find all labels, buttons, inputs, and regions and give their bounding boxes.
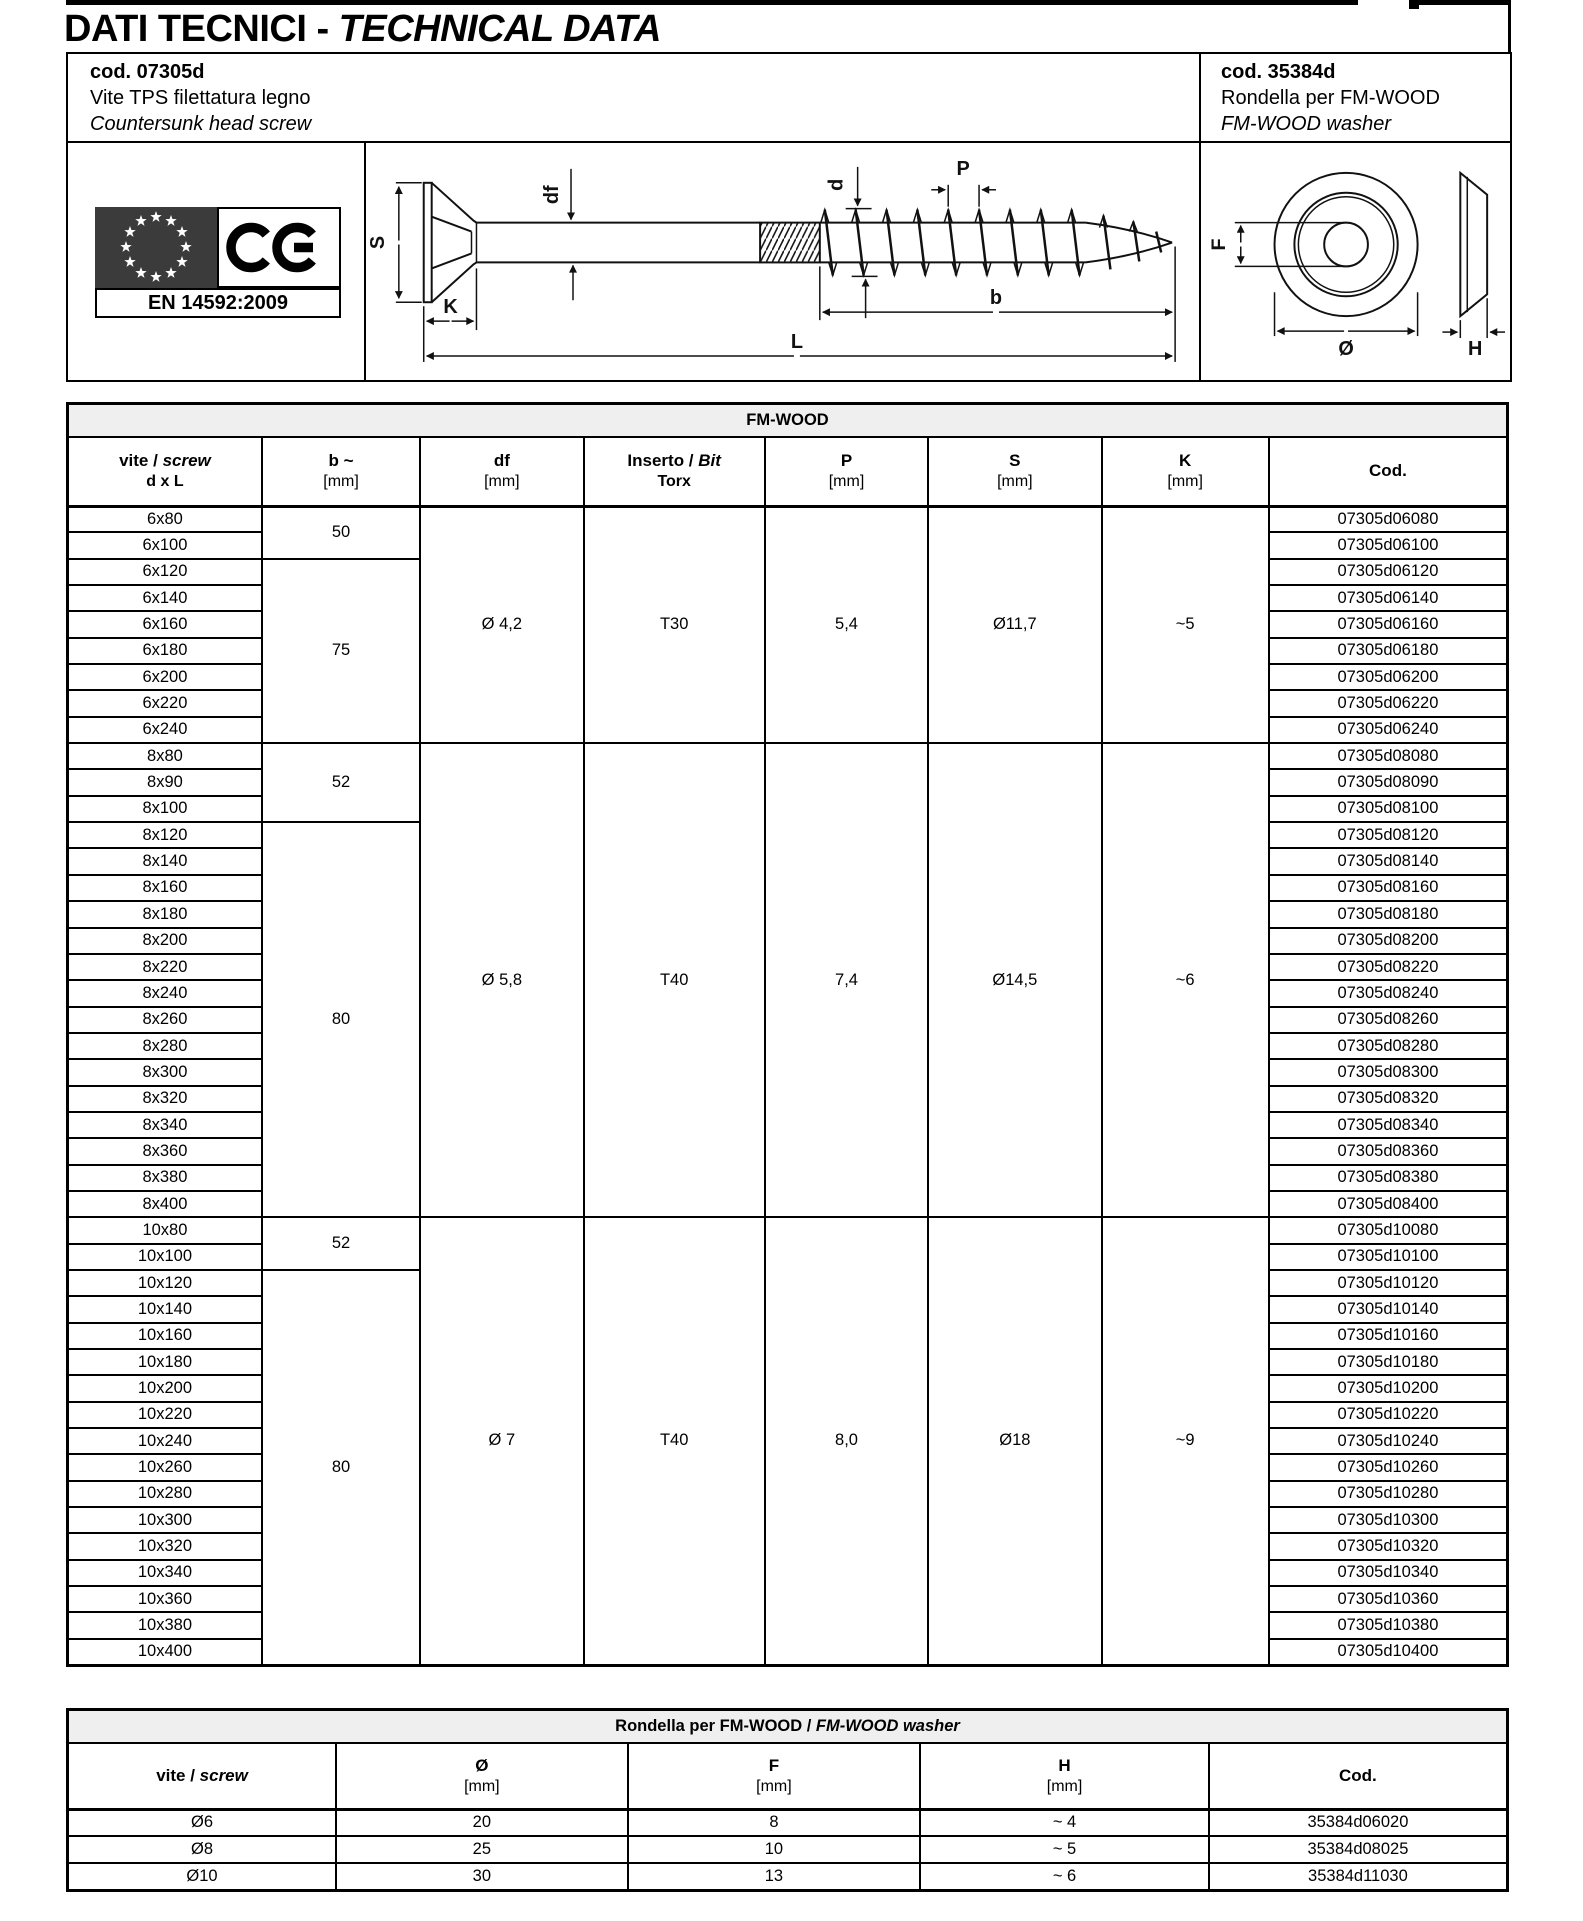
cod-cell: 07305d08200 — [1269, 928, 1508, 954]
s-value-cell: Ø11,7 — [928, 506, 1101, 743]
washer-name-it: Rondella per FM-WOOD — [1221, 87, 1440, 109]
dim-label-dia: Ø — [1338, 337, 1354, 360]
screw-size-cell: 6x160 — [68, 611, 262, 637]
screw-drawing-cell — [364, 143, 1199, 381]
screw-size-cell: 10x120 — [68, 1270, 262, 1296]
screw-size-cell: 10x160 — [68, 1323, 262, 1349]
dim-label-K: K — [443, 296, 458, 319]
b-value-cell: 52 — [262, 743, 420, 822]
dim-label-df: df — [541, 185, 564, 205]
top-edge-bar-right — [1419, 0, 1510, 5]
top-edge-bar-notch — [1409, 0, 1419, 9]
dim-label-S: S — [366, 235, 389, 250]
eu-stars-flag-icon — [95, 207, 217, 288]
cod-cell: 07305d08240 — [1269, 980, 1508, 1006]
header-diagram-box — [66, 52, 1512, 382]
washer-col-header-4: Cod. — [1209, 1743, 1508, 1809]
screw-size-cell: 8x280 — [68, 1033, 262, 1059]
p-value-cell: 7,4 — [765, 743, 928, 1217]
cod-cell: 07305d06160 — [1269, 611, 1508, 637]
cod-cell: 07305d06220 — [1269, 690, 1508, 716]
screw-row — [68, 743, 1508, 769]
cod-cell: 07305d06240 — [1269, 717, 1508, 743]
screw-col-header-2: df [mm] — [420, 437, 583, 506]
cod-cell: 07305d06180 — [1269, 638, 1508, 664]
washer-row — [68, 1809, 1508, 1836]
screw-size-cell: 10x280 — [68, 1481, 262, 1507]
screw-size-cell: 6x220 — [68, 690, 262, 716]
screw-header-cell — [68, 54, 1199, 143]
cod-cell: 07305d08120 — [1269, 822, 1508, 848]
washer-col-header-0: vite / screw — [68, 1743, 337, 1809]
screw-name-it: Vite TPS filettatura legno — [90, 87, 311, 109]
screw-size-cell: 6x180 — [68, 638, 262, 664]
cod-cell: 07305d08260 — [1269, 1007, 1508, 1033]
ce-mark-icon — [217, 207, 341, 288]
screw-col-header-5: S [mm] — [928, 437, 1101, 506]
cod-cell: 07305d10360 — [1269, 1586, 1508, 1612]
cod-cell: 07305d10200 — [1269, 1375, 1508, 1401]
screw-size-cell: 10x340 — [68, 1560, 262, 1586]
screw-size-cell: 8x100 — [68, 796, 262, 822]
f-value-cell: 8 — [628, 1809, 921, 1836]
screw-col-header-0: vite / screw d x L — [68, 437, 262, 506]
cod-cell: 07305d08220 — [1269, 954, 1508, 980]
cod-cell: 07305d10400 — [1269, 1639, 1508, 1665]
screw-name-en: Countersunk head screw — [90, 113, 312, 135]
p-value-cell: 5,4 — [765, 506, 928, 743]
screw-size-cell: 8x240 — [68, 980, 262, 1006]
screw-col-header-6: K [mm] — [1102, 437, 1269, 506]
cod-cell: 07305d08320 — [1269, 1086, 1508, 1112]
cod-cell: 07305d10300 — [1269, 1507, 1508, 1533]
dim-label-H: H — [1468, 337, 1483, 360]
cod-cell: 07305d10340 — [1269, 1560, 1508, 1586]
cod-cell: 07305d10180 — [1269, 1349, 1508, 1375]
df-value-cell: Ø 7 — [420, 1217, 583, 1665]
cod-cell: 07305d08140 — [1269, 848, 1508, 874]
df-value-cell: Ø 5,8 — [420, 743, 583, 1217]
cod-cell: 07305d10140 — [1269, 1296, 1508, 1322]
fm-wood-washer-table — [66, 1708, 1509, 1892]
screw-size-cell: 10x380 — [68, 1612, 262, 1638]
h-value-cell: ~ 6 — [920, 1863, 1209, 1890]
screw-size-cell: 10x200 — [68, 1375, 262, 1401]
screw-col-header-1: b ~ [mm] — [262, 437, 420, 506]
cod-cell: 07305d08160 — [1269, 875, 1508, 901]
washer-name-en: FM-WOOD washer — [1221, 113, 1391, 135]
washer-cod-cell: 35384d08025 — [1209, 1836, 1508, 1863]
cod-cell: 07305d10120 — [1269, 1270, 1508, 1296]
screw-size-cell: 8x300 — [68, 1059, 262, 1085]
screw-size-cell: 8x180 — [68, 901, 262, 927]
h-value-cell: ~ 5 — [920, 1836, 1209, 1863]
washer-size-cell: Ø10 — [68, 1863, 337, 1890]
page-title-en: TECHNICAL DATA — [338, 8, 661, 50]
washer-col-header-1: Ø [mm] — [336, 1743, 628, 1809]
page-title-main: DATI TECNICI - — [64, 8, 339, 50]
cod-cell: 07305d10240 — [1269, 1428, 1508, 1454]
screw-code: cod. 07305d — [90, 61, 205, 83]
cod-cell: 07305d10380 — [1269, 1612, 1508, 1638]
screw-col-header-4: P [mm] — [765, 437, 928, 506]
screw-size-cell: 8x360 — [68, 1138, 262, 1164]
cod-cell: 07305d10160 — [1269, 1323, 1508, 1349]
ce-assembly — [95, 207, 341, 318]
k-value-cell: ~9 — [1102, 1217, 1269, 1665]
dia-value-cell: 25 — [336, 1836, 628, 1863]
ce-standard: EN 14592:2009 — [95, 288, 341, 318]
screw-size-cell: 8x160 — [68, 875, 262, 901]
bit-value-cell: T40 — [584, 1217, 765, 1665]
fm-wood-screw-table — [66, 402, 1509, 1667]
screw-size-cell: 10x240 — [68, 1428, 262, 1454]
screw-size-cell: 10x400 — [68, 1639, 262, 1665]
screw-size-cell: 6x100 — [68, 532, 262, 558]
washer-drawing-cell — [1199, 143, 1510, 381]
washer-col-header-3: H [mm] — [920, 1743, 1209, 1809]
screw-size-cell: 10x140 — [68, 1296, 262, 1322]
cod-cell: 07305d08360 — [1269, 1138, 1508, 1164]
cod-cell: 07305d06120 — [1269, 559, 1508, 585]
dia-value-cell: 20 — [336, 1809, 628, 1836]
screw-row — [68, 1217, 1508, 1243]
b-value-cell: 75 — [262, 559, 420, 743]
screw-size-cell: 10x320 — [68, 1533, 262, 1559]
screw-size-cell: 6x80 — [68, 506, 262, 532]
cod-cell: 07305d10260 — [1269, 1454, 1508, 1480]
screw-row — [68, 506, 1508, 532]
cod-cell: 07305d10220 — [1269, 1402, 1508, 1428]
dim-label-d: d — [825, 178, 848, 191]
screw-size-cell: 10x100 — [68, 1244, 262, 1270]
top-edge-bar — [66, 0, 1358, 5]
screw-size-cell: 8x140 — [68, 848, 262, 874]
cod-cell: 07305d06140 — [1269, 585, 1508, 611]
cod-cell: 07305d08180 — [1269, 901, 1508, 927]
screw-col-header-3: Inserto / Bit Torx — [584, 437, 765, 506]
dim-label-F: F — [1207, 238, 1230, 251]
screw-size-cell: 10x360 — [68, 1586, 262, 1612]
cod-cell: 07305d08340 — [1269, 1112, 1508, 1138]
b-value-cell: 80 — [262, 822, 420, 1217]
screw-size-cell: 6x200 — [68, 664, 262, 690]
cod-cell: 07305d06080 — [1269, 506, 1508, 532]
k-value-cell: ~5 — [1102, 506, 1269, 743]
top-edge-vline — [1508, 0, 1511, 54]
b-value-cell: 52 — [262, 1217, 420, 1270]
dia-value-cell: 30 — [336, 1863, 628, 1890]
dim-label-L: L — [790, 331, 804, 354]
screw-table-title: FM-WOOD — [68, 404, 1508, 438]
dim-label-P: P — [956, 157, 970, 180]
h-value-cell: ~ 4 — [920, 1809, 1209, 1836]
screw-size-cell: 8x340 — [68, 1112, 262, 1138]
f-value-cell: 10 — [628, 1836, 921, 1863]
screw-size-cell: 6x140 — [68, 585, 262, 611]
screw-size-cell: 10x300 — [68, 1507, 262, 1533]
screw-size-cell: 8x120 — [68, 822, 262, 848]
washer-size-cell: Ø8 — [68, 1836, 337, 1863]
washer-size-cell: Ø6 — [68, 1809, 337, 1836]
screw-size-cell: 10x180 — [68, 1349, 262, 1375]
page-title — [64, 8, 661, 51]
cod-cell: 07305d08300 — [1269, 1059, 1508, 1085]
screw-size-cell: 8x90 — [68, 769, 262, 795]
cod-cell: 07305d10080 — [1269, 1217, 1508, 1243]
cod-cell: 07305d10280 — [1269, 1481, 1508, 1507]
screw-size-cell: 8x260 — [68, 1007, 262, 1033]
cod-cell: 07305d08280 — [1269, 1033, 1508, 1059]
dim-label-b: b — [989, 287, 1003, 310]
s-value-cell: Ø14,5 — [928, 743, 1101, 1217]
screw-size-cell: 8x400 — [68, 1191, 262, 1217]
screw-size-cell: 8x320 — [68, 1086, 262, 1112]
screw-table-header-row — [68, 437, 1508, 506]
screw-size-cell: 8x380 — [68, 1165, 262, 1191]
bit-value-cell: T30 — [584, 506, 765, 743]
washer-diagram — [1201, 143, 1510, 381]
screw-col-header-7: Cod. — [1269, 437, 1508, 506]
b-value-cell: 50 — [262, 506, 420, 559]
screw-size-cell: 10x220 — [68, 1402, 262, 1428]
screw-size-cell: 10x260 — [68, 1454, 262, 1480]
screw-size-cell: 8x220 — [68, 954, 262, 980]
s-value-cell: Ø18 — [928, 1217, 1101, 1665]
washer-row — [68, 1863, 1508, 1890]
cod-cell: 07305d06200 — [1269, 664, 1508, 690]
screw-size-cell: 8x80 — [68, 743, 262, 769]
washer-cod-cell: 35384d11030 — [1209, 1863, 1508, 1890]
washer-table-title: Rondella per FM-WOOD / FM-WOOD washer — [68, 1710, 1508, 1744]
screw-size-cell: 6x240 — [68, 717, 262, 743]
cod-cell: 07305d10100 — [1269, 1244, 1508, 1270]
washer-cod-cell: 35384d06020 — [1209, 1809, 1508, 1836]
cod-cell: 07305d06100 — [1269, 532, 1508, 558]
washer-header-cell — [1199, 54, 1510, 143]
cod-cell: 07305d08080 — [1269, 743, 1508, 769]
cod-cell: 07305d10320 — [1269, 1533, 1508, 1559]
f-value-cell: 13 — [628, 1863, 921, 1890]
b-value-cell: 80 — [262, 1270, 420, 1665]
k-value-cell: ~6 — [1102, 743, 1269, 1217]
cod-cell: 07305d08380 — [1269, 1165, 1508, 1191]
screw-diagram — [366, 143, 1199, 381]
washer-code: cod. 35384d — [1221, 61, 1336, 83]
washer-col-header-2: F [mm] — [628, 1743, 921, 1809]
washer-row — [68, 1836, 1508, 1863]
washer-table-header-row — [68, 1743, 1508, 1809]
bit-value-cell: T40 — [584, 743, 765, 1217]
cod-cell: 07305d08400 — [1269, 1191, 1508, 1217]
cod-cell: 07305d08090 — [1269, 769, 1508, 795]
cod-cell: 07305d08100 — [1269, 796, 1508, 822]
ce-cell — [68, 143, 364, 381]
screw-size-cell: 8x200 — [68, 928, 262, 954]
p-value-cell: 8,0 — [765, 1217, 928, 1665]
screw-size-cell: 10x80 — [68, 1217, 262, 1243]
screw-size-cell: 6x120 — [68, 559, 262, 585]
df-value-cell: Ø 4,2 — [420, 506, 583, 743]
